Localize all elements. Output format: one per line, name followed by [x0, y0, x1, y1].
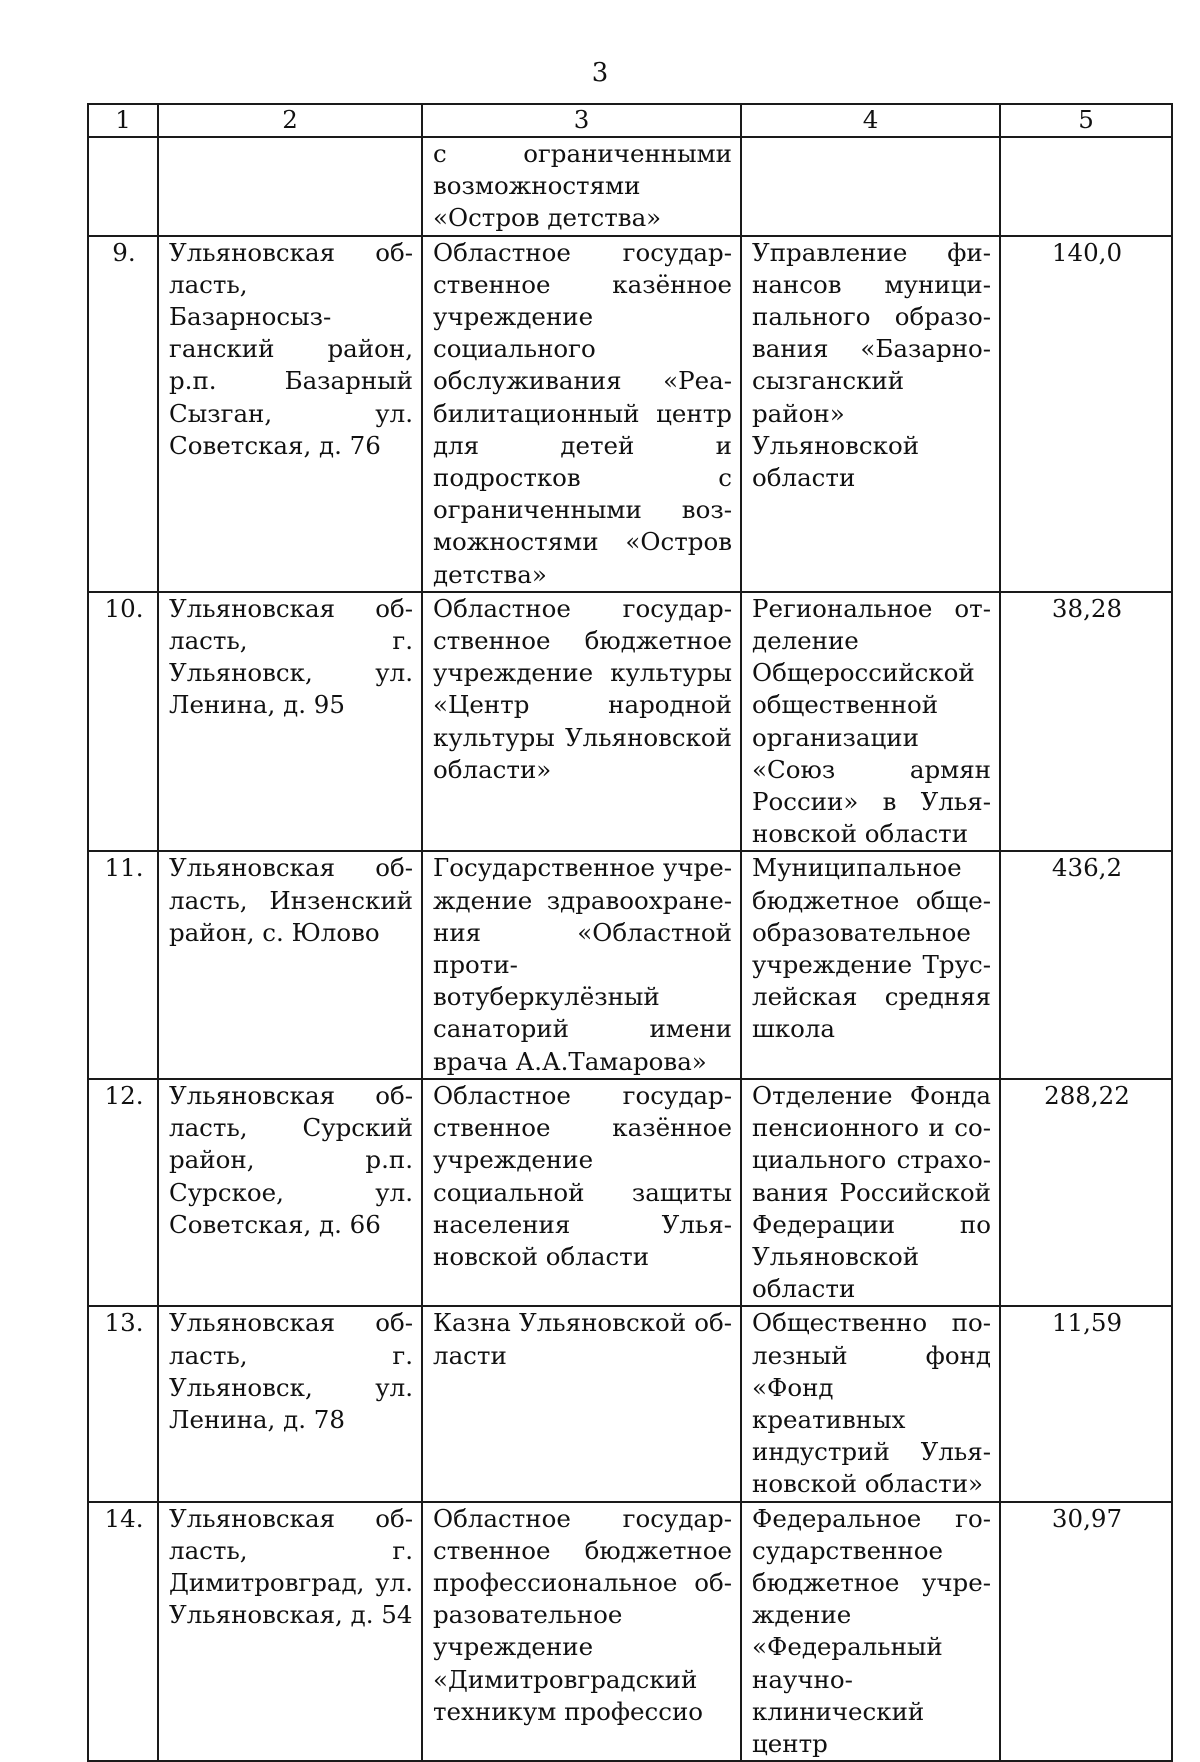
property-transfer-table	[87, 103, 1173, 1762]
recipient-cell: Региональное отделение Общероссийской общественной организации «Союз армян России» в Ульяновской области	[741, 592, 1000, 852]
holder-cell: Казна Ульяновской области	[422, 1306, 741, 1501]
table-row	[88, 137, 1172, 236]
area-cell: 11,59	[1000, 1306, 1172, 1501]
row-number-cell: 9.	[88, 236, 158, 592]
area-cell: 30,97	[1000, 1502, 1172, 1762]
column-header-2: 2	[158, 104, 422, 137]
row-number-cell	[88, 137, 158, 236]
holder-cell: Областное государственное казённое учреждение социальной защиты населения Ульяновской области	[422, 1079, 741, 1306]
column-header-1: 1	[88, 104, 158, 137]
row-number-cell: 12.	[88, 1079, 158, 1306]
page-number: 3	[591, 58, 609, 88]
address-cell: Ульяновская область, г. Димитровград, ул. Ульяновская, д. 54	[158, 1502, 422, 1762]
address-cell: Ульяновская область, Базарносызганский район, р.п. Базарный Сызган, ул. Советская, д. 76	[158, 236, 422, 592]
column-header-3: 3	[422, 104, 741, 137]
address-cell: Ульяновская область, Инзенский район, с. Юлово	[158, 851, 422, 1078]
column-header-5: 5	[1000, 104, 1172, 137]
area-cell: 288,22	[1000, 1079, 1172, 1306]
address-cell: Ульяновская область, г. Ульяновск, ул. Ленина, д. 78	[158, 1306, 422, 1501]
table-row	[88, 851, 1172, 1078]
table-row	[88, 236, 1172, 592]
address-cell: Ульяновская область, г. Ульяновск, ул. Ленина, д. 95	[158, 592, 422, 852]
table-header-row	[88, 104, 1172, 137]
recipient-cell: Федеральное государственное бюджетное учреждение «Федеральный научноклинический центр	[741, 1502, 1000, 1762]
column-header-4: 4	[741, 104, 1000, 137]
table-row	[88, 1502, 1172, 1762]
table-row	[88, 1079, 1172, 1306]
row-number-cell: 14.	[88, 1502, 158, 1762]
area-cell	[1000, 137, 1172, 236]
recipient-cell: Общественно полезный фонд «Фонд креативных индустрий Ульяновской области»	[741, 1306, 1000, 1501]
address-cell	[158, 137, 422, 236]
address-cell: Ульяновская область, Сурский район, р.п. Сурское, ул. Советская, д. 66	[158, 1079, 422, 1306]
table-row	[88, 1306, 1172, 1501]
holder-cell: Областное государственное бюджетное профессиональное образовательное учреждение «Димитровградский техникум профессио	[422, 1502, 741, 1762]
row-number-cell: 10.	[88, 592, 158, 852]
holder-cell: Областное государственное бюджетное учреждение культуры «Центр народной культуры Ульяновской области»	[422, 592, 741, 852]
table-row	[88, 592, 1172, 852]
recipient-cell: Отделение Фонда пенсионного и социального страхования Российской Федерации по Ульяновской области	[741, 1079, 1000, 1306]
area-cell: 38,28	[1000, 592, 1172, 852]
row-number-cell: 11.	[88, 851, 158, 1078]
holder-cell: Областное государственное казённое учреждение социального обслуживания «Реабилитационный центр для детей и подростков с ограниченными возможностями «Остров детства»	[422, 236, 741, 592]
holder-cell: с ограниченными возможностями «Остров детства»	[422, 137, 741, 236]
recipient-cell	[741, 137, 1000, 236]
holder-cell: Государственное учреждение здравоохранения «Областной противотуберкулёзный санаторий имени врача А.А.Тамарова»	[422, 851, 741, 1078]
row-number-cell: 13.	[88, 1306, 158, 1501]
recipient-cell: Муниципальное бюджетное общеобразовательное учреждение Труслейская средняя школа	[741, 851, 1000, 1078]
area-cell: 436,2	[1000, 851, 1172, 1078]
recipient-cell: Управление финансов муниципального образования «Базарносызганский район» Ульяновской области	[741, 236, 1000, 592]
area-cell: 140,0	[1000, 236, 1172, 592]
